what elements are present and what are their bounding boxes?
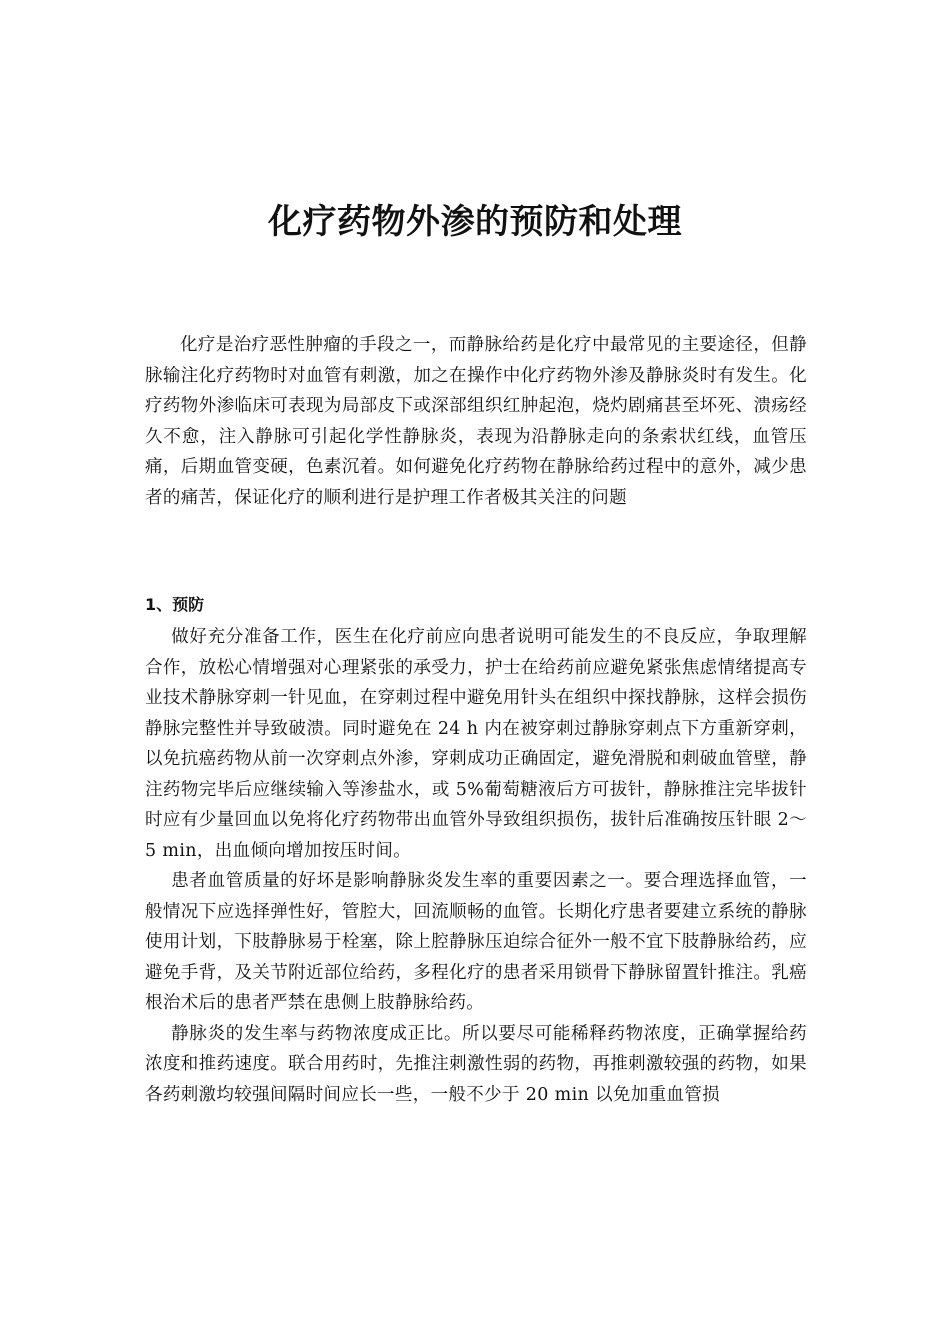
prevention-section: [145, 590, 807, 1110]
body-paragraph: 患者血管质量的好坏是影响静脉炎发生率的重要因素之一。要合理选择血管，一般情况下应选择弹性好，管腔大，回流顺畅的血管。长期化疗患者要建立系统的静脉使用计划，下肢静脉易于栓塞，除上腔静脉压迫综合征外一般不宜下肢静脉给药，应避免手背，及关节附近部位给药，多程化疗的患者采用锁骨下静脉留置针推注。乳癌根治术后的患者严禁在患侧上肢静脉给药。: [145, 871, 807, 1013]
body-paragraph: 静脉炎的发生率与药物浓度成正比。所以要尽可能稀释药物浓度，正确掌握给药浓度和推药速度。联合用药时，先推注刺激性弱的药物，再推刺激较强的药物，如果各药刺激均较强间隔时间应长一些，一般不少于 20 min 以免加重血管损: [145, 1023, 807, 1105]
intro-section: [145, 330, 807, 513]
body-paragraph: 做好充分准备工作，医生在化疗前应向患者说明可能发生的不良反应，争取理解合作，放松心情增强对心理紧张的承受力，护士在给药前应避免紧张焦虑情绪提高专业技术静脉穿刺一针见血，在穿刺过程中避免用针头在组织中探找静脉，这样会损伤静脉完整性并导致破溃。同时避免在 24 h 内在被穿刺过静脉穿刺点下方重新穿刺，以免抗癌药物从前一次穿刺点外渗，穿刺成功正确固定，避免滑脱和刺破血管壁，静注药物完毕后应继续输入等渗盐水，或 5%葡萄糖液后方可拔针，静脉推注完毕拔针时应有少量回血以免将化疗药物带出血管外导致组织损伤，拔针后准确按压针眼 2～5 min，出血倾向增加按压时间。: [145, 627, 807, 861]
document-title: 化疗药物外渗的预防和处理: [268, 202, 682, 242]
section-heading: 1、预防: [145, 595, 205, 614]
intro-paragraph: 化疗是治疗恶性肿瘤的手段之一，而静脉给药是化疗中最常见的主要途径，但静脉输注化疗药物时对血管有刺激，加之在操作中化疗药物外渗及静脉炎时有发生。化疗药物外渗临床可表现为局部皮下或深部组织红肿起泡，烧灼剧痛甚至坏死、溃疡经久不愈，注入静脉可引起化学性静脉炎，表现为沿静脉走向的条索状红线，血管压痛，后期血管变硬，色素沉着。如何避免化疗药物在静脉给药过程中的意外，减少患者的痛苦，保证化疗的顺利进行是护理工作者极其关注的问题: [145, 335, 807, 508]
